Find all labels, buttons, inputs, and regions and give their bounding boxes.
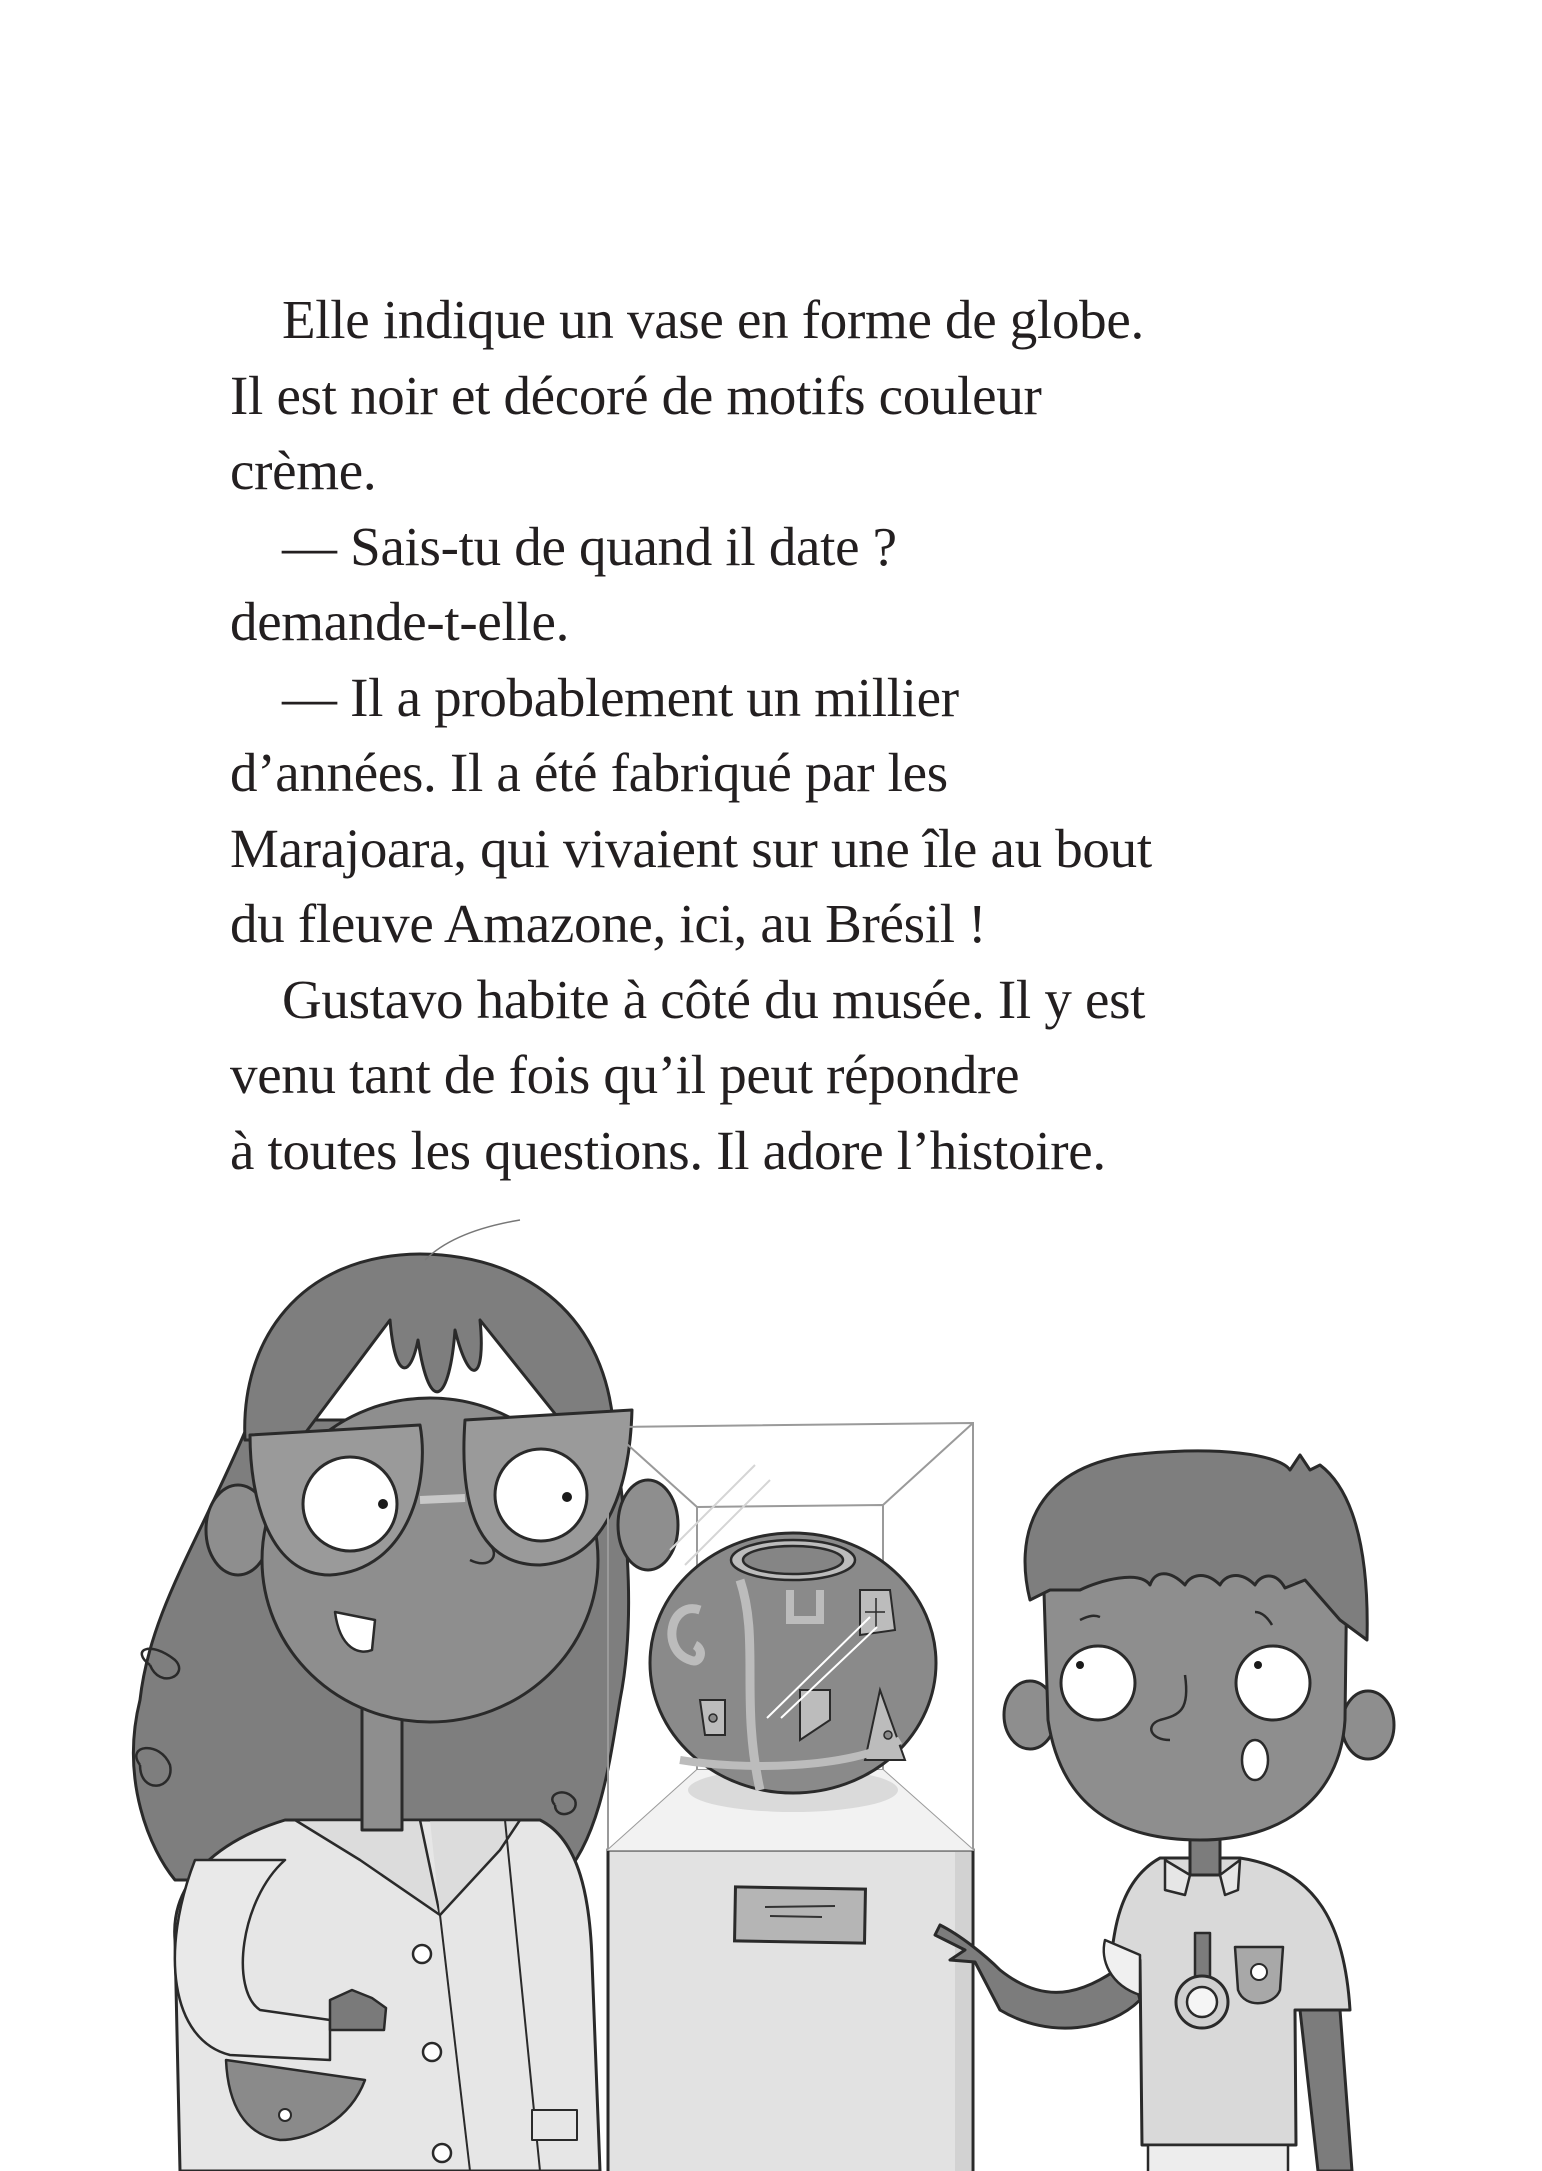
boy-ear-right — [1342, 1691, 1394, 1759]
dialogue-line: — Il a probablement un millier — [282, 666, 959, 728]
label-plaque — [735, 1887, 866, 1943]
boy-mouth — [1242, 1740, 1268, 1780]
marajoara-vase — [650, 1533, 936, 1793]
text-line: demande-t-elle. — [230, 591, 570, 652]
boy-figure — [935, 1451, 1394, 2171]
boy-eye-right — [1236, 1646, 1310, 1720]
text-line: venu tant de fois qu’il peut répondre — [230, 1044, 1020, 1105]
coat-button — [433, 2144, 451, 2162]
coat-button — [413, 1945, 431, 1963]
woman-ear-right — [618, 1480, 678, 1570]
museum-illustration — [0, 1200, 1542, 2171]
text-line: crème. — [230, 440, 377, 501]
text-line: du fleuve Amazone, ici, au Brésil ! — [230, 893, 987, 954]
text-line: Elle indique un vase en forme de globe. — [282, 289, 1144, 350]
coat-button — [423, 2043, 441, 2061]
woman-figure — [133, 1220, 678, 2171]
text-line: d’années. Il a été fabriqué par les — [230, 742, 948, 803]
story-text — [230, 282, 1370, 1188]
woman-eye-right — [495, 1449, 587, 1541]
boy-eye-left — [1061, 1646, 1135, 1720]
text-line: Il est noir et décoré de motifs couleur — [230, 364, 1042, 426]
text-line: Marajoara, qui vivaient sur une île au bout — [230, 817, 1152, 879]
text-line: à toutes les questions. Il adore l’histoire. — [230, 1119, 1106, 1181]
text-line: Gustavo habite à côté du musée. Il y est — [282, 968, 1146, 1030]
dialogue-line: — Sais-tu de quand il date ? — [282, 515, 897, 577]
